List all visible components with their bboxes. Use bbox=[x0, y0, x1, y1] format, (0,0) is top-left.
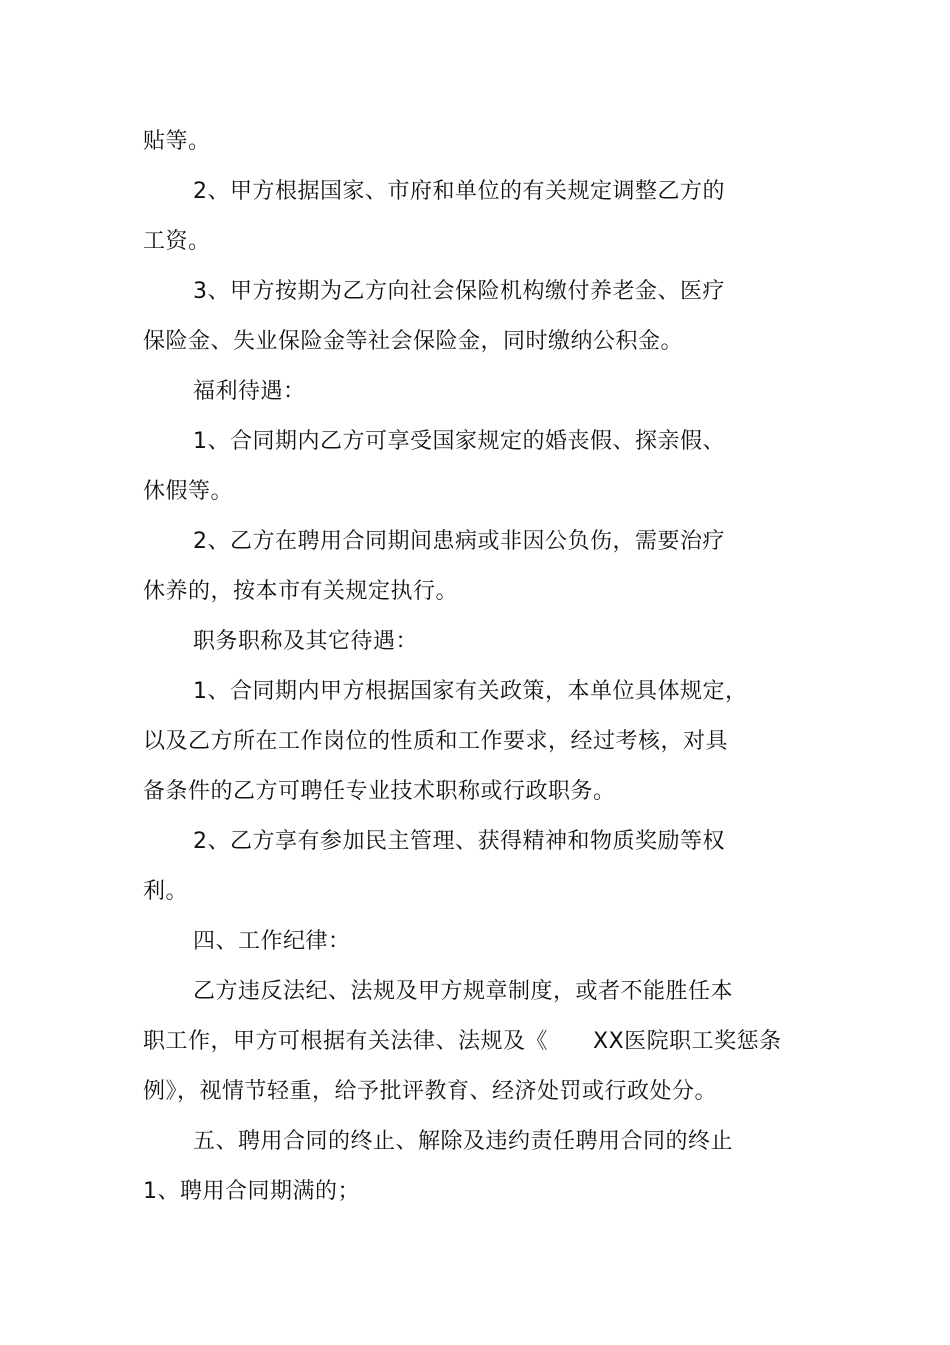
paragraph-line: 2、乙方在聘用合同期间患病或非因公负伤，需要治疗 bbox=[193, 529, 725, 554]
paragraph-line: 工资。 bbox=[143, 229, 211, 254]
section-heading: 职务职称及其它待遇： bbox=[193, 629, 419, 654]
paragraph-line: 2、乙方享有参加民主管理、获得精神和物质奖励等权 bbox=[193, 829, 725, 854]
paragraph-line: 乙方违反法纪、法规及甲方规章制度，或者不能胜任本 bbox=[193, 979, 734, 1004]
paragraph-line: 1、合同期内乙方可享受国家规定的婚丧假、探亲假、 bbox=[193, 429, 725, 454]
section-heading: 福利待遇： bbox=[193, 379, 306, 404]
paragraph-line: 休假等。 bbox=[143, 479, 234, 504]
paragraph-line: 例》，视情节轻重，给予批评教育、经济处罚或行政处分。 bbox=[143, 1079, 718, 1104]
paragraph-line: 保险金、失业保险金等社会保险金，同时缴纳公积金。 bbox=[143, 329, 684, 354]
section-heading: 四、工作纪律： bbox=[193, 929, 351, 954]
paragraph-line: 备条件的乙方可聘任专业技术职称或行政职务。 bbox=[143, 779, 616, 804]
paragraph-line: 3、甲方按期为乙方向社会保险机构缴付养老金、医疗 bbox=[193, 279, 725, 304]
paragraph-line: 休养的，按本市有关规定执行。 bbox=[143, 579, 459, 604]
paragraph-line: 以及乙方所在工作岗位的性质和工作要求，经过考核，对具 bbox=[143, 729, 729, 754]
paragraph-line: 1、聘用合同期满的； bbox=[143, 1179, 360, 1204]
paragraph-line: 贴等。 bbox=[143, 129, 211, 154]
section-heading: 五、聘用合同的终止、解除及违约责任聘用合同的终止 bbox=[193, 1129, 734, 1154]
paragraph-line: 职工作，甲方可根据有关法律、法规及《 XX医院职工奖惩条 bbox=[143, 1029, 782, 1054]
paragraph-line: 1、合同期内甲方根据国家有关政策，本单位具体规定， bbox=[193, 679, 748, 704]
paragraph-line: 2、甲方根据国家、市府和单位的有关规定调整乙方的 bbox=[193, 179, 725, 204]
paragraph-line: 利。 bbox=[143, 879, 189, 904]
